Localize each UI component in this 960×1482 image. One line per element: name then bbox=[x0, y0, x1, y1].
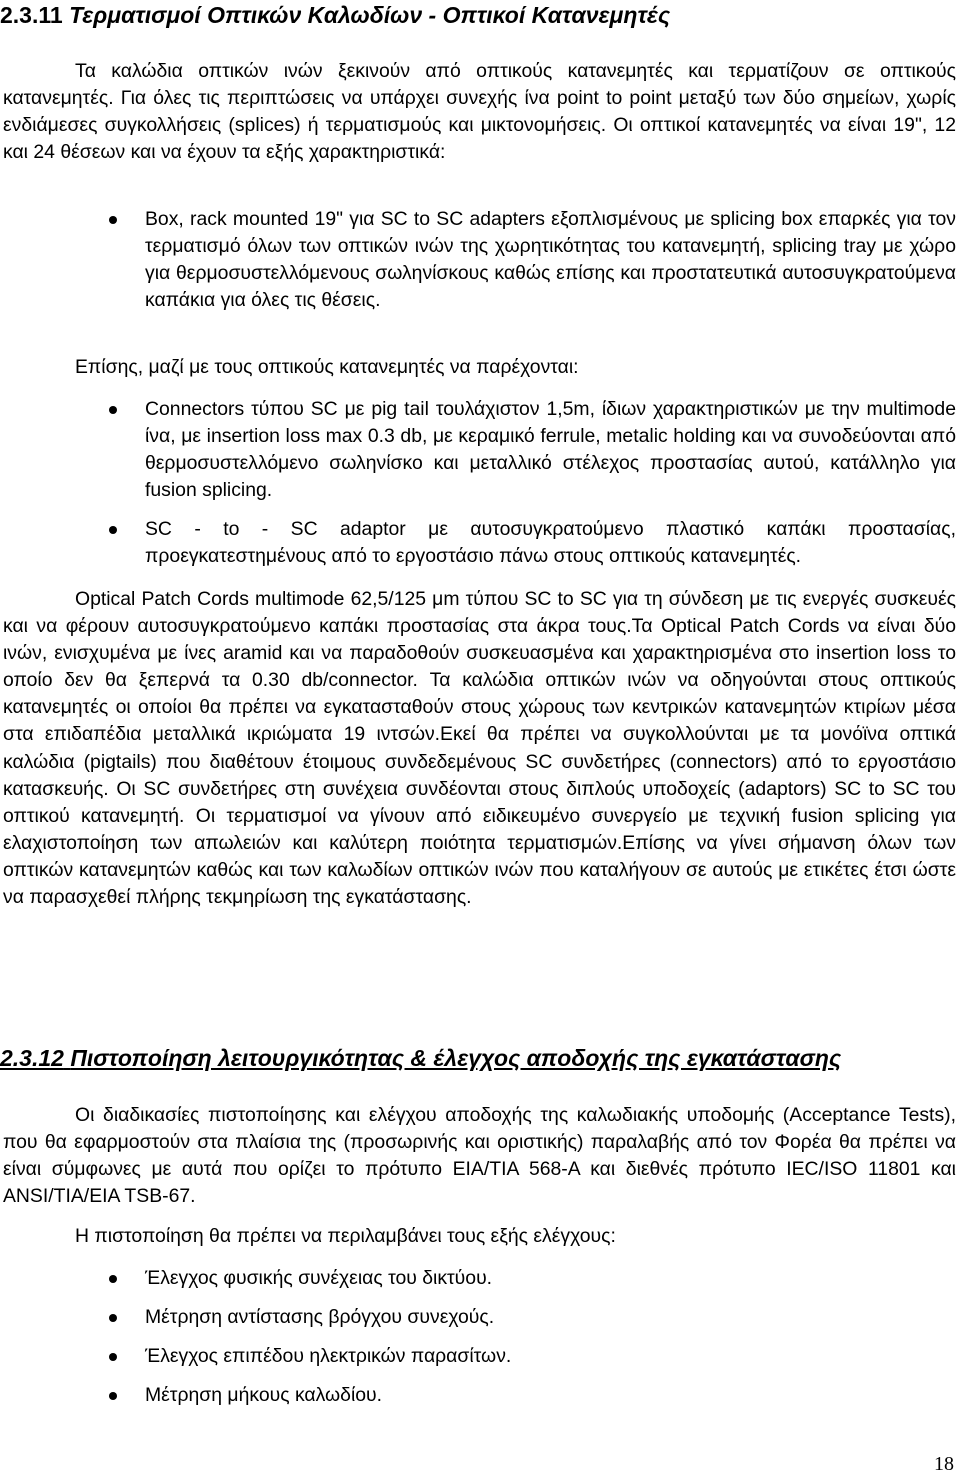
section-number: 2.3.11 bbox=[0, 2, 63, 28]
bullet-icon bbox=[109, 526, 117, 534]
list-item bbox=[0, 1304, 960, 1331]
bullet-icon bbox=[109, 406, 117, 414]
list-item bbox=[0, 516, 960, 570]
list-item bbox=[0, 1343, 960, 1370]
list-item-text: Έλεγχος επιπέδου ηλεκτρικών παρασίτων. bbox=[145, 1345, 512, 1368]
checks-list bbox=[0, 1265, 960, 1409]
accessories-list bbox=[0, 396, 960, 571]
bullet-icon bbox=[109, 216, 117, 224]
section-number: 2.3.12 bbox=[0, 1045, 64, 1071]
list-item bbox=[0, 1382, 960, 1409]
bullet-icon bbox=[109, 1275, 117, 1283]
section-title: Τερματισμοί Οπτικών Καλωδίων - Οπτικοί Κατανεμητές bbox=[69, 2, 671, 28]
list-item bbox=[0, 1265, 960, 1292]
bullet-icon bbox=[109, 1314, 117, 1322]
list-item-text: Connectors τύπου SC με pig tail τουλάχιστον 1,5m, ίδιων χαρακτηριστικών με την multimode ίνα, με insertion loss max 0.3 db, με κεραμικό ferrule, metalic holding και να συνοδεύονται από θερμοσυστελλόμενο σωληνίσκο και μεταλλικό στέλεχος προστασίας αυτού, κατάλληλο για fusion splicing. bbox=[145, 398, 956, 502]
list-item bbox=[0, 206, 960, 314]
patch-cords-paragraph: Optical Patch Cords multimode 62,5/125 μm τύπου SC to SC για τη σύνδεση με τις ενεργές συσκευές και να φέρουν αυτοσυγκρατούμενο καπάκι προστασίας στα άκρα τους.Τα Optical Patch Cords να είναι δύο ινών, ενισχυμένα με ίνες aramid και να παραδοθούν συσκευασμένα και χαρακτηρισμένα στο insertion loss το οποίο δεν θα ξεπερνά τα 0.30 db/connector. Τα καλώδια οπτικών ινών να οδηγούνται στους οπτικούς κατανεμητές οι οποίοι θα πρέπει να εγκατασταθούν στους χώρους των κεντρικών κατανεμητών κτιρίων μέσα στα επιδαπέδια μεταλλικά ικριώματα 19 ιντσών.Εκεί θα πρέπει να συγκολλούνται με τα μονόϊνα οπτικά καλώδια (pigtails) που διαθέτουν έτοιμους συνδεδεμένους SC συνδετήρες (connectors) από το εργοστάσιο κατασκευής. Οι SC συνδετήρες στη συνέχεια συνδέονται στους διπλούς υποδοχείς (adaptors) SC to SC του οπτικού κατανεμητή. Οι τερματισμοί να γίνουν από ειδικευμένο συνεργείο με τεχνική fusion splicing για ελαχιστοποίηση των απωλειών και καλύτερη ποιότητα τερματισμών.Επίσης να γίνει σήμανση όλων των οπτικών κατανεμητών καθώς και των καλωδίων οπτικών ινών που καταλήγουν σε αυτούς με ετικέτες έτσι ώστε να παρασχεθεί πλήρης τεκμηρίωση της εγκατάστασης. bbox=[3, 588, 956, 909]
list-item-text: Μέτρηση αντίστασης βρόγχου συνεχούς. bbox=[145, 1306, 495, 1329]
accessories-intro: Επίσης, μαζί με τους οπτικούς κατανεμητές να παρέχονται: bbox=[75, 356, 579, 378]
list-item-text: Μέτρηση μήκους καλωδίου. bbox=[145, 1384, 383, 1407]
certification-intro: Οι διαδικασίες πιστοποίησης και ελέγχου αποδοχής της καλωδιακής υποδομής (Acceptance Tests), που θα εφαρμοστούν στα πλαίσια της (προσωρινής και οριστικής) παραλαβής από τον Φορέα θα πρέπει να είναι σύμφωνες με αυτά που ορίζει το πρότυπο EIA/TIA 568-A και διεθνές πρότυπο IEC/ISO 11801 και ANSI/TIA/EIA TSB-67. bbox=[3, 1104, 956, 1208]
bullet-icon bbox=[109, 1353, 117, 1361]
distributor-features-list bbox=[0, 206, 960, 314]
list-item-text: Box, rack mounted 19" για SC to SC adapters εξοπλισμένους με splicing box επαρκές για τον τερματισμό όλων των οπτικών ινών της χωρητικότητας του κατανεμητή, splicing tray με χώρο για θερμοσυστελλόμενους σωληνίσκους καθώς επίσης και προστατευτικά αυτοσυγκρατούμενα καπάκια για όλες τις θέσεις. bbox=[145, 208, 956, 312]
bullet-icon bbox=[109, 1392, 117, 1400]
list-item-text: Έλεγχος φυσικής συνέχειας του δικτύου. bbox=[145, 1267, 493, 1289]
list-item bbox=[0, 396, 960, 504]
page-number: 18 bbox=[934, 1453, 954, 1475]
section-title: Πιστοποίηση λειτουργικότητας & έλεγχος αποδοχής της εγκατάστασης bbox=[70, 1045, 842, 1071]
intro-paragraph: Τα καλώδια οπτικών ινών ξεκινούν από οπτικούς κατανεμητές και τερματίζουν σε οπτικούς κατανεμητές. Για όλες τις περιπτώσεις να υπάρχει συνεχής ίνα point to point μεταξύ των δύο σημείων, χωρίς ενδιάμεσες συγκολλήσεις (splices) ή τερματισμούς και μικτονομήσεις. Οι οπτικοί κατανεμητές να είναι 19", 12 και 24 θέσεων και να έχουν τα εξής χαρακτηριστικά: bbox=[3, 60, 956, 164]
checks-intro: Η πιστοποίηση θα πρέπει να περιλαμβάνει τους εξής ελέγχους: bbox=[75, 1225, 616, 1247]
list-item-text: SC - to - SC adaptor με αυτοσυγκρατούμενο πλαστικό καπάκι προστασίας, προεγκατεστημένους από το εργοστάσιο πάνω στους οπτικούς κατανεμητές. bbox=[145, 518, 956, 568]
section-heading-2-3-11 bbox=[0, 2, 670, 29]
section-heading-2-3-12 bbox=[0, 1045, 841, 1072]
